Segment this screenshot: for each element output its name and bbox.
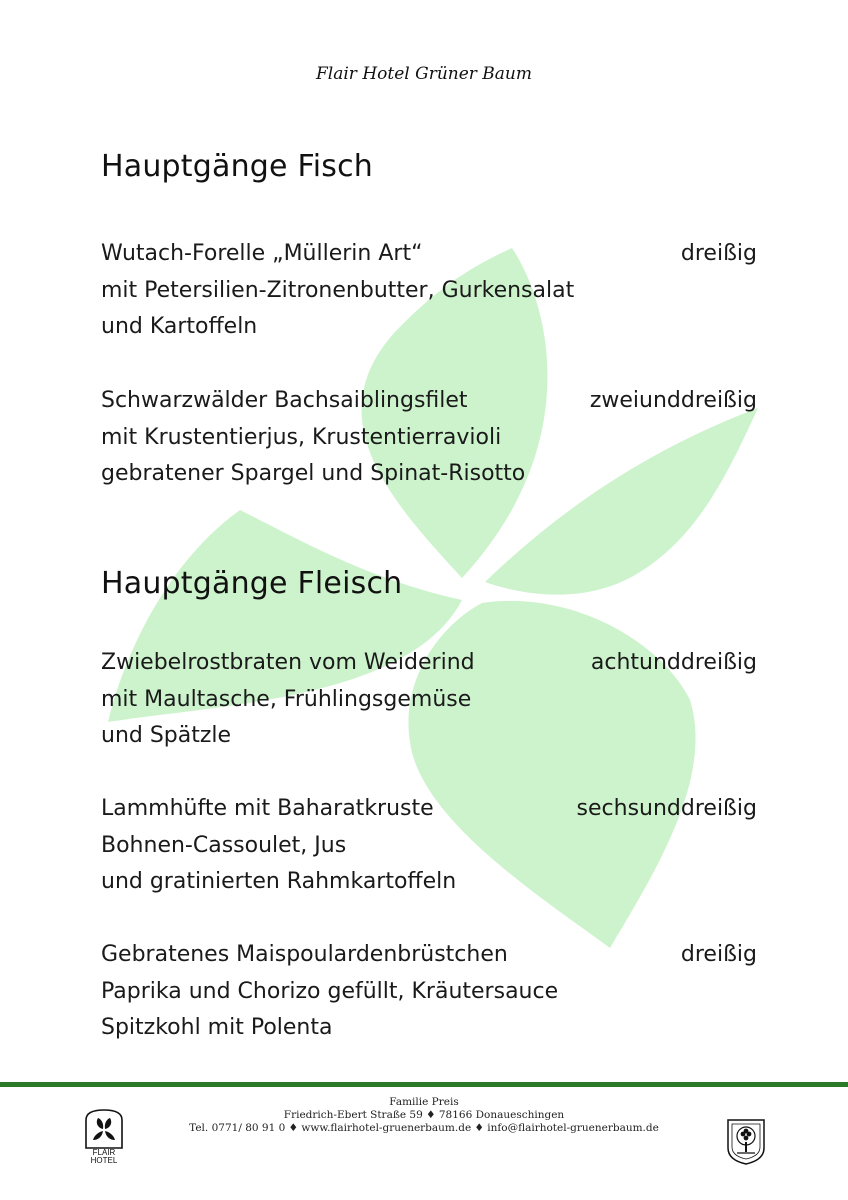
- footer-family: Familie Preis: [389, 1096, 459, 1108]
- dish-price: dreißig: [680, 241, 757, 266]
- dish-description: Bohnen-Cassoulet, Jus: [101, 832, 347, 858]
- footer-contact-line: Tel. 0771/ 80 91 0 ♦ www.flairhotel-gruenerbaum.de ♦ info@flairhotel-gruenerbaum.de: [189, 1122, 659, 1134]
- dish-description: Spitzkohl mit Polenta: [101, 1015, 333, 1040]
- hotel-name-header: Flair Hotel Grüner Baum: [315, 64, 533, 84]
- dish-item: [101, 791, 757, 901]
- dish-name: Wutach-Forelle „Müllerin Art“: [101, 241, 423, 266]
- tree-emblem-icon: [722, 1114, 770, 1166]
- dish-name: Zwiebelrostbraten vom Weiderind: [101, 650, 475, 675]
- logo-left-text-1: FLAIR: [92, 1148, 116, 1157]
- dish-name: Lammhüfte mit Baharatkruste: [101, 796, 434, 821]
- dish-item: [101, 937, 757, 1047]
- dish-price: achtunddreißig: [590, 650, 757, 675]
- logo-left-text-2: HOTEL: [90, 1156, 118, 1164]
- dish-description: mit Krustentierjus, Krustentierravioli: [101, 424, 502, 450]
- dish-description: gebratener Spargel und Spinat-Risotto: [101, 461, 526, 486]
- dish-description: mit Petersilien-Zitronenbutter, Gurkensalat: [101, 277, 575, 303]
- dish-price: zweiunddreißig: [589, 388, 757, 413]
- dish-name: Schwarzwälder Bachsaiblingsfilet: [101, 388, 468, 413]
- dish-description: Paprika und Chorizo gefüllt, Kräutersauce: [101, 978, 559, 1004]
- dish-description: und gratinierten Rahmkartoffeln: [101, 869, 457, 894]
- dish-price: dreißig: [680, 942, 757, 967]
- dish-name: Gebratenes Maispoulardenbrüstchen: [101, 942, 508, 967]
- dish-price: sechsunddreißig: [576, 796, 757, 821]
- footer-divider: [0, 1082, 848, 1087]
- dish-description: mit Maultasche, Frühlingsgemüse: [101, 686, 472, 712]
- footer-address: Friedrich-Ebert Straße 59 ♦ 78166 Donaueschingen: [283, 1109, 565, 1121]
- dish-item: [101, 236, 757, 346]
- dish-description: und Spätzle: [101, 723, 232, 748]
- section-title-meat: Hauptgänge Fleisch: [101, 566, 403, 601]
- footer-contact: [0, 1096, 848, 1135]
- dish-item: [101, 383, 757, 493]
- dish-description: und Kartoffeln: [101, 314, 258, 339]
- section-title-fish: Hauptgänge Fisch: [101, 149, 373, 184]
- dish-item: [101, 645, 757, 755]
